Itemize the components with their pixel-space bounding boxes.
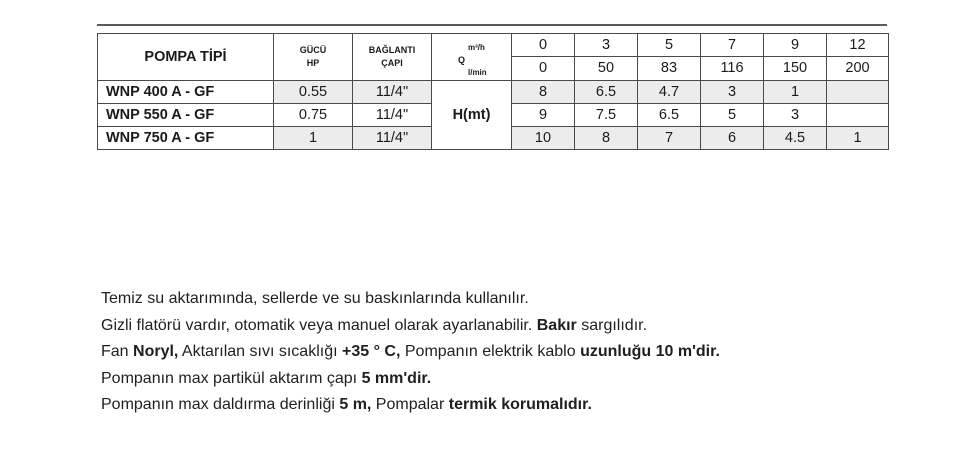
head-cell: 8	[575, 127, 638, 150]
line3-bold-cable: uzunluğu 10 m'dir.	[580, 343, 720, 360]
model-cell: WNP 750 A - GF	[98, 127, 274, 150]
head-cell: 4.5	[764, 127, 827, 150]
head-cell: 9	[512, 104, 575, 127]
pump-spec-table	[97, 33, 889, 150]
top-rule	[97, 24, 887, 26]
header-conn-line1: BAĞLANTI	[368, 45, 416, 55]
line2-bold: Bakır	[536, 316, 577, 334]
line4-bold: 5 mm'dir.	[361, 369, 432, 387]
flow-m3h-cell: 9	[764, 34, 827, 57]
line3-bold-material: Noryl,	[133, 343, 179, 360]
line3-text-c: Aktarılan sıvı sıcaklığı	[178, 343, 342, 360]
header-power-line1: GÜCÜ	[299, 45, 327, 55]
head-cell: 6.5	[638, 104, 701, 127]
line5-bold-thermal: termik korumalıdır.	[448, 396, 592, 413]
head-cell: 1	[827, 127, 889, 150]
line3-text-a: Fan	[101, 343, 134, 360]
description-text	[101, 286, 901, 419]
header-pump-type: POMPA TİPİ	[98, 34, 274, 81]
head-cell	[827, 81, 889, 104]
head-cell: 3	[701, 81, 764, 104]
header-flow	[432, 34, 512, 81]
flow-m3h-cell: 12	[827, 34, 889, 57]
power-cell: 0.55	[274, 81, 353, 104]
header-power-line2: HP	[306, 58, 320, 68]
head-cell: 8	[512, 81, 575, 104]
flow-lmin-cell: 0	[512, 57, 575, 81]
line4-text-a: Pompanın max partikül aktarım çapı	[101, 369, 362, 387]
flow-m3h-cell: 3	[575, 34, 638, 57]
flow-m3h-cell: 5	[638, 34, 701, 57]
head-cell: 6.5	[575, 81, 638, 104]
head-cell: 10	[512, 127, 575, 150]
flow-unit-lmin: l/min	[468, 68, 487, 77]
head-cell: 5	[701, 104, 764, 127]
flow-m3h-cell: 0	[512, 34, 575, 57]
model-cell: WNP 400 A - GF	[98, 81, 274, 104]
power-cell: 0.75	[274, 104, 353, 127]
line1-text: Temiz su aktarımında, sellerde ve su baskınlarında kullanılır.	[101, 290, 529, 307]
power-cell: 1	[274, 127, 353, 150]
line5-text-c: Pompalar	[371, 396, 449, 413]
flow-label: Q	[458, 55, 466, 65]
connection-cell: 11/4"	[353, 127, 432, 150]
description-line-2	[101, 313, 901, 340]
header-conn-line2: ÇAPI	[381, 58, 403, 68]
head-cell: 7.5	[575, 104, 638, 127]
flow-unit-m3h: m³/h	[468, 43, 485, 52]
flow-lmin-cell: 50	[575, 57, 638, 81]
head-cell: 1	[764, 81, 827, 104]
flow-lmin-cell: 116	[701, 57, 764, 81]
head-cell: 6	[701, 127, 764, 150]
flow-lmin-cell: 83	[638, 57, 701, 81]
model-cell: WNP 550 A - GF	[98, 104, 274, 127]
connection-cell: 11/4"	[353, 81, 432, 104]
description-line-3	[101, 339, 901, 366]
head-cell: 7	[638, 127, 701, 150]
line5-bold-depth: 5 m,	[339, 396, 372, 413]
description-line-5	[101, 392, 901, 419]
table-row	[98, 81, 889, 104]
head-label: H(mt)	[432, 81, 512, 150]
head-cell: 4.7	[638, 81, 701, 104]
line3-text-e: Pompanın elektrik kablo	[400, 343, 581, 360]
header-connection	[353, 34, 432, 81]
description-line-1	[101, 286, 901, 313]
connection-cell: 11/4"	[353, 104, 432, 127]
header-power	[274, 34, 353, 81]
head-cell	[827, 104, 889, 127]
line3-bold-temp: +35 ° C,	[341, 343, 401, 360]
head-cell: 3	[764, 104, 827, 127]
flow-lmin-cell: 150	[764, 57, 827, 81]
line5-text-a: Pompanın max daldırma derinliği	[101, 396, 340, 413]
line2-text-c: sargılıdır.	[576, 316, 648, 334]
description-line-4	[101, 366, 901, 393]
flow-lmin-cell: 200	[827, 57, 889, 81]
flow-m3h-cell: 7	[701, 34, 764, 57]
line2-text-a: Gizli flatörü vardır, otomatik veya manuel olarak ayarlanabilir.	[101, 316, 537, 334]
